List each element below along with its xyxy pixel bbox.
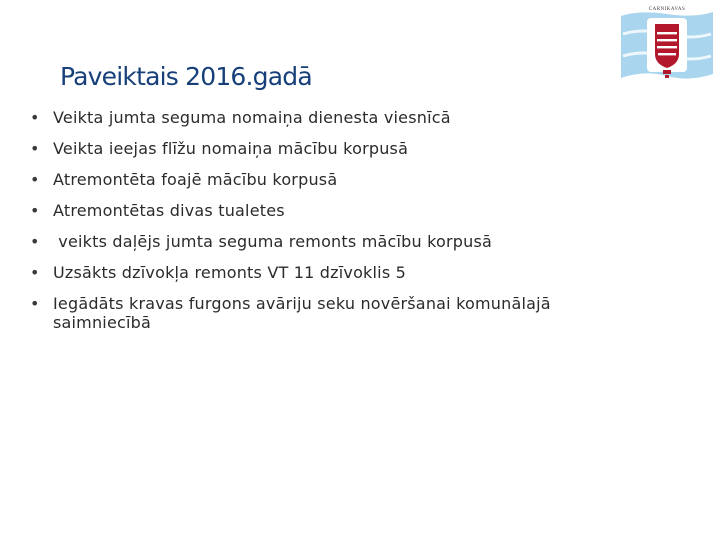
bullet-icon: • [30, 201, 40, 220]
list-item-text: Veikta jumta seguma nomaiņa dienesta viesnīcā [53, 108, 451, 127]
list-item [30, 232, 610, 251]
list-item [30, 201, 610, 220]
bullet-icon: • [30, 232, 40, 251]
list-item-text: Atremontētas divas tualetes [53, 201, 285, 220]
bullet-icon: • [30, 294, 40, 313]
latvia-coat-of-arms-icon [619, 4, 715, 82]
list-item [30, 170, 610, 189]
list-item-text: Atremontēta foajē mācību korpusā [53, 170, 338, 189]
list-item-text: Veikta ieejas flīžu nomaiņa mācību korpusā [53, 139, 409, 158]
list-item-text: Uzsākts dzīvokļa remonts VT 11 dzīvoklis 5 [53, 263, 407, 282]
logo-caption: CARNIKAVAS [648, 7, 686, 12]
list-item [30, 139, 610, 158]
bullet-list [30, 108, 610, 344]
list-item [30, 294, 610, 332]
list-item-text: veikts daļējs jumta seguma remonts mācību korpusā [53, 232, 493, 251]
logo [619, 4, 715, 82]
bullet-icon: • [30, 263, 40, 282]
bullet-icon: • [30, 170, 40, 189]
list-item-text: Iegādāts kravas furgons avāriju seku novēršanai komunālajā saimniecībā [53, 294, 551, 332]
page-title: Paveiktais 2016.gadā [60, 62, 312, 91]
bullet-icon: • [30, 108, 40, 127]
bullet-icon: • [30, 139, 40, 158]
list-item [30, 108, 610, 127]
list-item [30, 263, 610, 282]
